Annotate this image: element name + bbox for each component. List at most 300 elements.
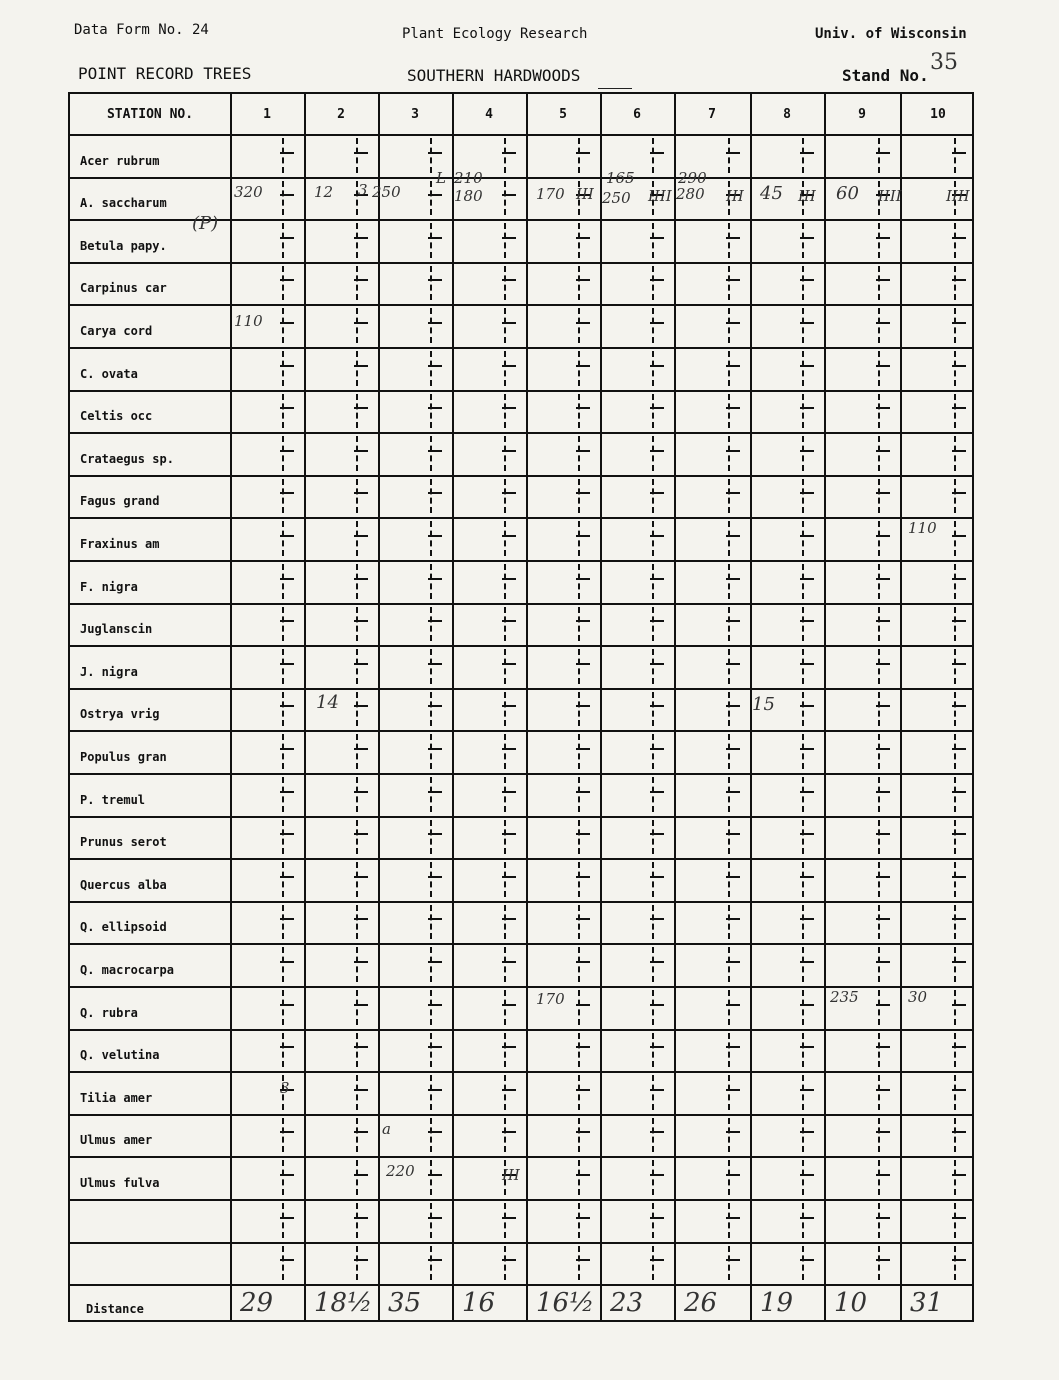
tally-divider — [578, 479, 580, 513]
tally-tick — [428, 492, 442, 494]
tally-tick — [650, 1131, 664, 1133]
row-divider — [70, 730, 972, 732]
tally-tick — [354, 1089, 368, 1091]
station-header-8: 8 — [783, 106, 791, 122]
handwritten-entry: 45 — [760, 183, 783, 204]
tally-tick — [576, 407, 590, 409]
tally-divider — [282, 820, 284, 854]
tally-divider — [282, 1246, 284, 1280]
form-number: Data Form No. 24 — [74, 22, 209, 38]
tally-tick — [502, 961, 516, 963]
tally-tick — [726, 705, 740, 707]
tally-tick — [280, 237, 294, 239]
row-divider — [70, 1199, 972, 1201]
tally-divider — [504, 905, 506, 939]
species-label: Carya cord — [80, 323, 153, 338]
tally-tick — [952, 748, 966, 750]
tally-tick — [876, 1131, 890, 1133]
tally-tick — [726, 322, 740, 324]
tally-tick — [576, 237, 590, 239]
tally-tick — [800, 152, 814, 154]
tally-divider — [878, 394, 880, 428]
tally-tick — [354, 322, 368, 324]
tally-tick — [650, 365, 664, 367]
tally-divider — [954, 138, 956, 173]
tally-divider — [504, 649, 506, 684]
tally-tick — [502, 279, 516, 281]
tally-tick — [354, 833, 368, 835]
species-label: Q. rubra — [80, 1005, 138, 1020]
tally-divider — [728, 351, 730, 386]
tally-tick — [650, 1174, 664, 1176]
tally-divider — [282, 692, 284, 726]
tally-tick — [428, 1004, 442, 1006]
tally-tick — [502, 705, 516, 707]
tally-tick — [726, 876, 740, 878]
tally-divider — [954, 308, 956, 343]
tally-tick — [800, 450, 814, 452]
tally-divider — [504, 138, 506, 173]
tally-tick — [280, 1174, 294, 1176]
row-divider — [70, 1156, 972, 1158]
tally-tick — [800, 663, 814, 665]
tally-divider — [578, 436, 580, 471]
tally-tick — [650, 791, 664, 793]
species-label: Acer rubrum — [80, 153, 160, 168]
column-divider — [304, 94, 306, 1320]
handwritten-entry: L — [436, 169, 446, 187]
tally-divider — [954, 1203, 956, 1238]
tally-tick — [428, 194, 442, 196]
tally-tick — [876, 1089, 890, 1091]
tally-tick — [576, 492, 590, 494]
tally-tick — [876, 152, 890, 154]
tally-tick — [502, 791, 516, 793]
tally-divider — [728, 138, 730, 173]
tally-divider — [504, 1246, 506, 1280]
tally-divider — [954, 564, 956, 599]
tally-divider — [578, 607, 580, 641]
tally-divider — [430, 351, 432, 386]
tally-divider — [728, 1033, 730, 1067]
tally-divider — [504, 820, 506, 854]
species-label: Q. velutina — [80, 1048, 160, 1062]
tally-tick — [952, 918, 966, 920]
tally-tick — [280, 194, 294, 196]
tally-tick — [800, 578, 814, 580]
tally-divider — [652, 1075, 654, 1110]
tally-tick — [428, 535, 442, 537]
species-label: Prunus serot — [80, 835, 167, 849]
tally-tick — [726, 620, 740, 622]
tally-tick — [650, 152, 664, 154]
tally-tick — [952, 1131, 966, 1133]
stand-number: 35 — [930, 50, 958, 75]
tally-tick — [280, 322, 294, 324]
tally-divider — [578, 223, 580, 258]
tally-tick — [354, 237, 368, 239]
tally-divider — [504, 1118, 506, 1152]
tally-tick — [576, 279, 590, 281]
tally-tick — [502, 365, 516, 367]
distance-value-10: 31 — [910, 1288, 944, 1318]
tally-tick — [650, 620, 664, 622]
tally-divider — [282, 521, 284, 556]
column-divider — [230, 94, 232, 1320]
tally-tick — [800, 1046, 814, 1048]
tally-tick — [876, 279, 890, 281]
tally-tick — [952, 279, 966, 281]
tally-tick — [650, 237, 664, 239]
tally-divider — [430, 1033, 432, 1067]
tally-tick — [428, 791, 442, 793]
tally-divider — [430, 1246, 432, 1280]
tally-tick — [428, 279, 442, 281]
species-label: Juglanscin — [80, 622, 153, 636]
tally-tick — [876, 492, 890, 494]
tally-divider — [282, 479, 284, 513]
tally-divider — [578, 266, 580, 300]
tally-divider — [878, 223, 880, 258]
tally-divider — [954, 1160, 956, 1195]
tally-divider — [356, 351, 358, 386]
tally-tick — [876, 748, 890, 750]
tally-divider — [878, 607, 880, 641]
species-label: P. tremul — [80, 792, 146, 807]
tally-divider — [652, 1246, 654, 1280]
tally-divider — [652, 1118, 654, 1152]
species-label: A. saccharum — [80, 196, 167, 210]
tally-tick — [428, 578, 442, 580]
tally-divider — [504, 436, 506, 471]
tally-divider — [356, 1160, 358, 1195]
tally-divider — [356, 308, 358, 343]
tally-tick — [576, 748, 590, 750]
tally-divider — [652, 607, 654, 641]
tally-tick — [800, 918, 814, 920]
tally-tick — [280, 450, 294, 452]
tally-tick — [502, 578, 516, 580]
tally-divider — [652, 223, 654, 258]
tally-tick — [502, 663, 516, 665]
tally-tick — [650, 748, 664, 750]
tally-divider — [802, 138, 804, 173]
tally-divider — [878, 1075, 880, 1110]
tally-divider — [878, 521, 880, 556]
species-label: Tilia amer — [80, 1090, 153, 1105]
tally-divider — [652, 990, 654, 1025]
tally-divider — [652, 649, 654, 684]
tally-tick — [800, 791, 814, 793]
tally-tick — [952, 578, 966, 580]
tally-tick — [354, 1046, 368, 1048]
tally-tick — [576, 791, 590, 793]
tally-tick — [354, 365, 368, 367]
tally-tick — [428, 1046, 442, 1048]
handwritten-entry: 60 — [836, 183, 859, 204]
tally-tick — [726, 237, 740, 239]
handwritten-entry: 110 — [234, 312, 263, 330]
tally-divider — [954, 394, 956, 428]
tally-divider — [504, 692, 506, 726]
tally-tick — [650, 663, 664, 665]
tally-divider — [282, 138, 284, 173]
tally-tick — [576, 833, 590, 835]
tally-divider — [652, 905, 654, 939]
tally-tick — [280, 1046, 294, 1048]
row-divider — [70, 177, 972, 179]
tally-tick — [280, 876, 294, 878]
tally-tick — [876, 407, 890, 409]
species-label: Ostrya vrig — [80, 707, 160, 721]
tally-tick — [354, 152, 368, 154]
tally-tick — [576, 578, 590, 580]
tally-divider — [282, 777, 284, 812]
tally-divider — [802, 734, 804, 769]
tally-divider — [802, 308, 804, 343]
handwritten-entry: (P) — [192, 213, 219, 234]
tally-divider — [430, 223, 432, 258]
handwritten-entry: III — [576, 185, 594, 203]
tally-tick — [502, 748, 516, 750]
tally-divider — [878, 734, 880, 769]
tally-divider — [954, 351, 956, 386]
tally-divider — [430, 990, 432, 1025]
tally-tick — [876, 237, 890, 239]
tally-divider — [578, 734, 580, 769]
tally-tick — [800, 1004, 814, 1006]
tally-tick — [726, 1131, 740, 1133]
tally-divider — [954, 1246, 956, 1280]
tally-tick — [952, 791, 966, 793]
tally-tick — [876, 450, 890, 452]
tally-tick — [280, 365, 294, 367]
tally-divider — [504, 351, 506, 386]
tally-tick — [650, 322, 664, 324]
column-divider — [824, 94, 826, 1320]
tally-tick — [952, 620, 966, 622]
distance-value-5: 16½ — [536, 1288, 595, 1318]
tally-tick — [876, 365, 890, 367]
handwritten-entry: 170 — [536, 990, 565, 1008]
tally-tick — [502, 322, 516, 324]
tally-divider — [652, 138, 654, 173]
species-label: Ulmus amer — [80, 1133, 153, 1147]
tally-divider — [878, 777, 880, 812]
tally-divider — [802, 947, 804, 982]
tally-divider — [954, 947, 956, 982]
tally-divider — [282, 607, 284, 641]
tally-divider — [504, 308, 506, 343]
column-divider — [526, 94, 528, 1320]
tally-tick — [650, 492, 664, 494]
tally-tick — [502, 1259, 516, 1261]
tally-tick — [502, 1217, 516, 1219]
tally-tick — [726, 791, 740, 793]
tally-divider — [728, 1160, 730, 1195]
tally-divider — [578, 1118, 580, 1152]
row-divider — [70, 1114, 972, 1116]
tally-tick — [876, 833, 890, 835]
tally-tick — [952, 876, 966, 878]
tally-divider — [728, 820, 730, 854]
tally-divider — [728, 734, 730, 769]
tally-tick — [576, 1217, 590, 1219]
tally-divider — [356, 1118, 358, 1152]
handwritten-entry: 280 — [676, 185, 705, 203]
tally-tick — [354, 492, 368, 494]
station-header-5: 5 — [559, 106, 567, 122]
tally-tick — [952, 407, 966, 409]
row-divider — [70, 432, 972, 434]
tally-tick — [280, 152, 294, 154]
tally-tick — [726, 578, 740, 580]
tally-tick — [650, 1217, 664, 1219]
tally-tick — [354, 705, 368, 707]
tally-tick — [800, 407, 814, 409]
tally-tick — [576, 1174, 590, 1176]
handwritten-entry: 30 — [908, 988, 928, 1006]
tally-tick — [354, 279, 368, 281]
tally-tick — [876, 1174, 890, 1176]
station-header-4: 4 — [485, 106, 493, 122]
row-divider — [70, 645, 972, 647]
tally-tick — [502, 152, 516, 154]
column-divider — [600, 94, 602, 1320]
tally-tick — [876, 322, 890, 324]
tally-divider — [504, 223, 506, 258]
tally-divider — [728, 1203, 730, 1238]
tally-tick — [576, 450, 590, 452]
tally-divider — [728, 308, 730, 343]
tally-divider — [878, 905, 880, 939]
tally-divider — [578, 308, 580, 343]
column-divider — [900, 94, 902, 1320]
tally-divider — [430, 308, 432, 343]
tally-tick — [952, 237, 966, 239]
tally-divider — [878, 1033, 880, 1067]
tally-tick — [280, 748, 294, 750]
tally-divider — [728, 436, 730, 471]
tally-divider — [578, 820, 580, 854]
tally-divider — [356, 820, 358, 854]
tally-divider — [878, 1160, 880, 1195]
tally-tick — [800, 1217, 814, 1219]
tally-tick — [952, 1259, 966, 1261]
tally-tick — [650, 1089, 664, 1091]
tally-divider — [430, 607, 432, 641]
tally-tick — [800, 322, 814, 324]
tally-divider — [282, 394, 284, 428]
tally-tick — [650, 705, 664, 707]
tally-divider — [504, 947, 506, 982]
tally-tick — [800, 237, 814, 239]
species-label: J. nigra — [80, 664, 138, 679]
tally-divider — [282, 1203, 284, 1238]
tally-divider — [652, 266, 654, 300]
tally-tick — [576, 620, 590, 622]
tally-divider — [504, 181, 506, 215]
tally-tick — [650, 876, 664, 878]
handwritten-entry: 180 — [454, 187, 483, 205]
tally-tick — [650, 961, 664, 963]
tally-tick — [576, 1131, 590, 1133]
row-divider — [70, 134, 972, 136]
tally-tick — [428, 1131, 442, 1133]
tally-divider — [504, 734, 506, 769]
tally-tick — [502, 1089, 516, 1091]
tally-tick — [428, 365, 442, 367]
tally-divider — [728, 1075, 730, 1110]
tally-divider — [878, 351, 880, 386]
tally-divider — [878, 990, 880, 1025]
handwritten-entry: 3 — [358, 181, 368, 199]
tally-divider — [578, 1203, 580, 1238]
tally-tick — [428, 450, 442, 452]
tally-divider — [282, 436, 284, 471]
tally-divider — [578, 649, 580, 684]
tally-divider — [954, 607, 956, 641]
tally-tick — [876, 918, 890, 920]
tally-tick — [726, 748, 740, 750]
tally-tick — [354, 578, 368, 580]
row-divider — [70, 688, 972, 690]
tally-divider — [356, 394, 358, 428]
tally-divider — [578, 905, 580, 939]
handwritten-entry: a — [382, 1120, 391, 1138]
tally-divider — [282, 181, 284, 215]
handwritten-entry: 250 — [602, 189, 631, 207]
tally-tick — [354, 961, 368, 963]
tally-tick — [354, 791, 368, 793]
tally-divider — [802, 905, 804, 939]
tally-tick — [650, 450, 664, 452]
tally-divider — [356, 905, 358, 939]
tally-divider — [652, 947, 654, 982]
tally-tick — [726, 1174, 740, 1176]
tally-divider — [652, 777, 654, 812]
tally-divider — [356, 479, 358, 513]
tally-tick — [428, 1174, 442, 1176]
tally-tick — [800, 279, 814, 281]
tally-tick — [354, 1004, 368, 1006]
tally-tick — [354, 748, 368, 750]
handwritten-entry: 165 — [606, 169, 635, 187]
tally-divider — [504, 990, 506, 1025]
handwritten-entry: III — [502, 1166, 520, 1184]
tally-tick — [726, 492, 740, 494]
tally-divider — [430, 266, 432, 300]
tally-divider — [728, 905, 730, 939]
row-divider — [70, 1029, 972, 1031]
tally-tick — [280, 620, 294, 622]
tally-tick — [428, 1217, 442, 1219]
handwritten-entry: 220 — [386, 1162, 415, 1180]
tally-divider — [652, 479, 654, 513]
stand-label: Stand No. — [842, 66, 929, 85]
tally-divider — [578, 521, 580, 556]
tally-tick — [952, 1217, 966, 1219]
tally-divider — [504, 479, 506, 513]
station-header-7: 7 — [708, 106, 716, 122]
tally-divider — [356, 1075, 358, 1110]
tally-tick — [800, 1131, 814, 1133]
tally-divider — [802, 692, 804, 726]
tally-divider — [954, 1033, 956, 1067]
tally-divider — [282, 990, 284, 1025]
tally-divider — [356, 1033, 358, 1067]
species-label: Q. macrocarpa — [80, 962, 174, 977]
